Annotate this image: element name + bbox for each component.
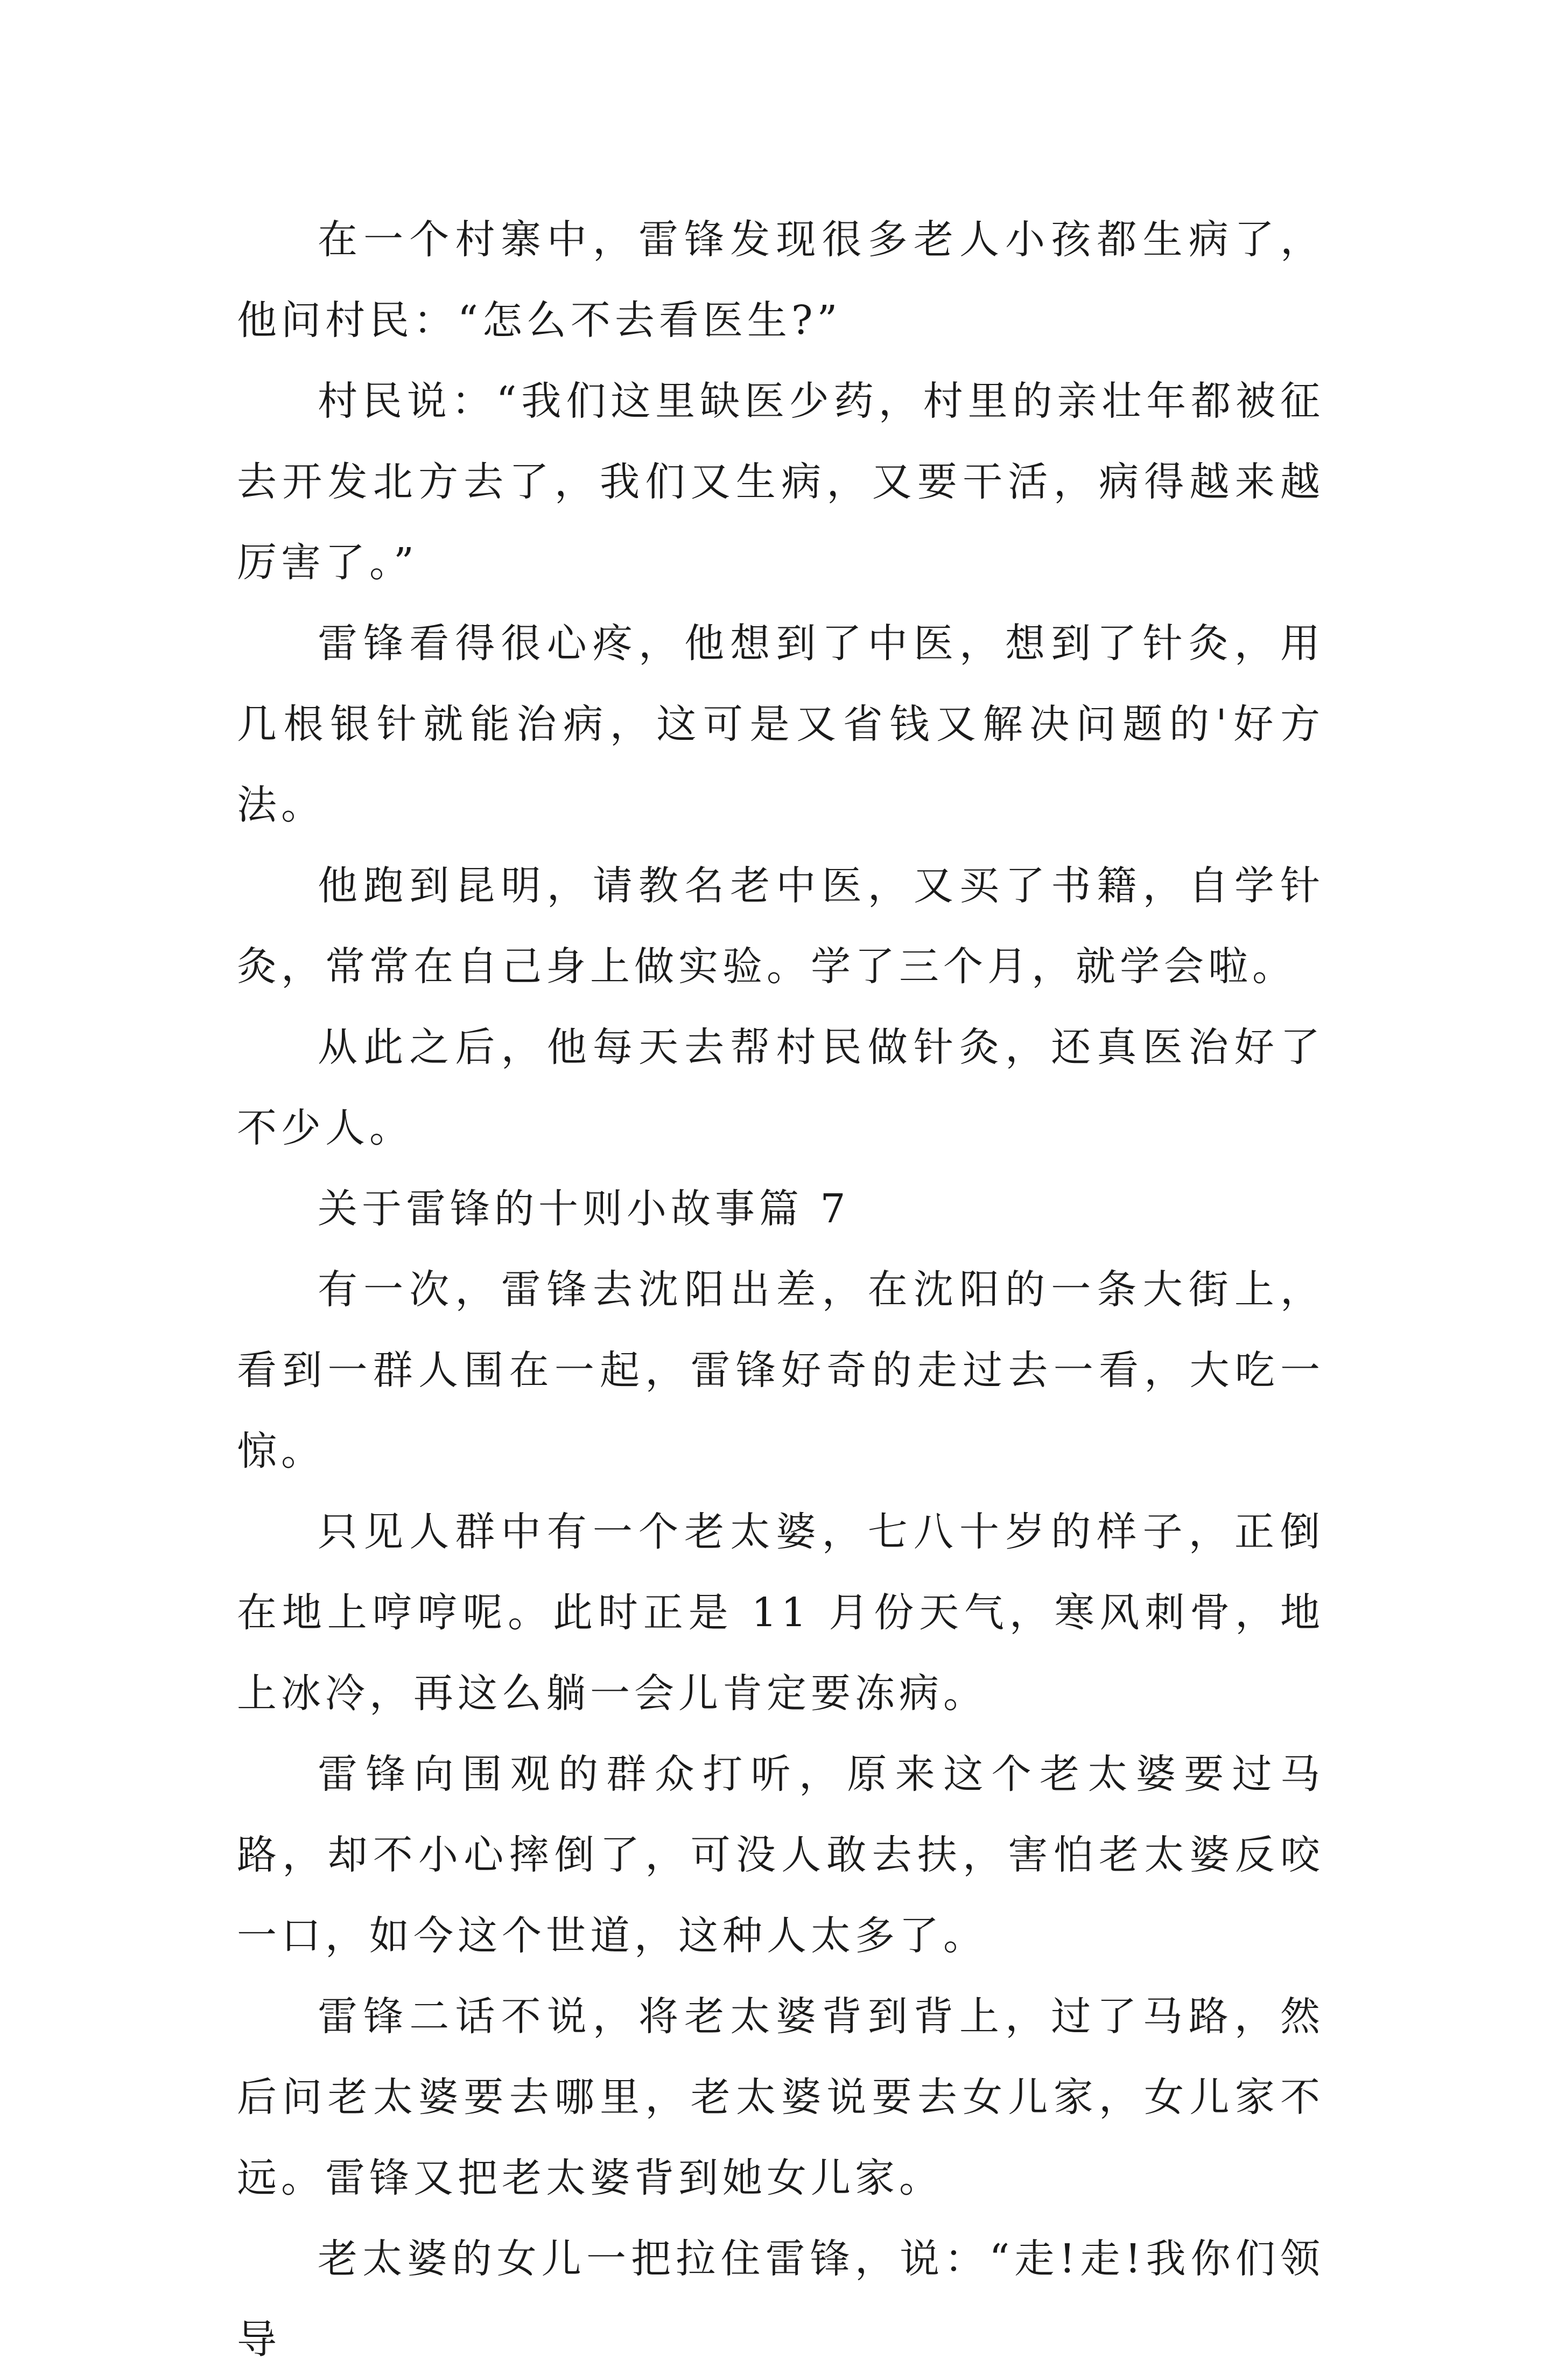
paragraph: 老太婆的女儿一把拉住雷锋，说：“走!走!我你们领导 bbox=[237, 2236, 1324, 2363]
paragraph: 雷锋看得很心疼，他想到了中医，想到了针灸，用几根银针就能治病，这可是又省钱又解决问题的'好方法。 bbox=[237, 620, 1324, 828]
paragraph: 雷锋向围观的群众打听，原来这个老太婆要过马路，却不小心摔倒了，可没人敢去扶，害怕老太婆反咬一口，如今这个世道，这种人太多了。 bbox=[237, 1751, 1324, 1959]
paragraph: 只见人群中有一个老太婆，七八十岁的样子，正倒在地上哼哼呢。此时正是 11 月份天气，寒风刺骨，地上冰冷，再这么躺一会儿肯定要冻病。 bbox=[237, 1509, 1324, 1717]
paragraph: 有一次，雷锋去沈阳出差，在沈阳的一条大街上，看到一群人围在一起，雷锋好奇的走过去一看，大吃一惊。 bbox=[237, 1266, 1324, 1474]
paragraph: 雷锋二话不说，将老太婆背到背上，过了马路，然后问老太婆要去哪里，老太婆说要去女儿家，女儿家不远。雷锋又把老太婆背到她女儿家。 bbox=[237, 1993, 1324, 2201]
section-heading: 关于雷锋的十则小故事篇 7 bbox=[318, 1186, 850, 1232]
paragraph: 在一个村寨中，雷锋发现很多老人小孩都生病了，他问村民：“怎么不去看医生?” bbox=[237, 216, 1324, 344]
paragraph: 村民说：“我们这里缺医少药，村里的亲壮年都被征去开发北方去了，我们又生病，又要干活，病得越来越厉害了。” bbox=[237, 378, 1324, 586]
document-body bbox=[237, 199, 1324, 2380]
paragraph: 从此之后，他每天去帮村民做针灸，还真医治好了不少人。 bbox=[237, 1024, 1324, 1151]
paragraph: 他跑到昆明，请教名老中医，又买了书籍，自学针灸，常常在自己身上做实验。学了三个月，就学会啦。 bbox=[237, 863, 1324, 990]
